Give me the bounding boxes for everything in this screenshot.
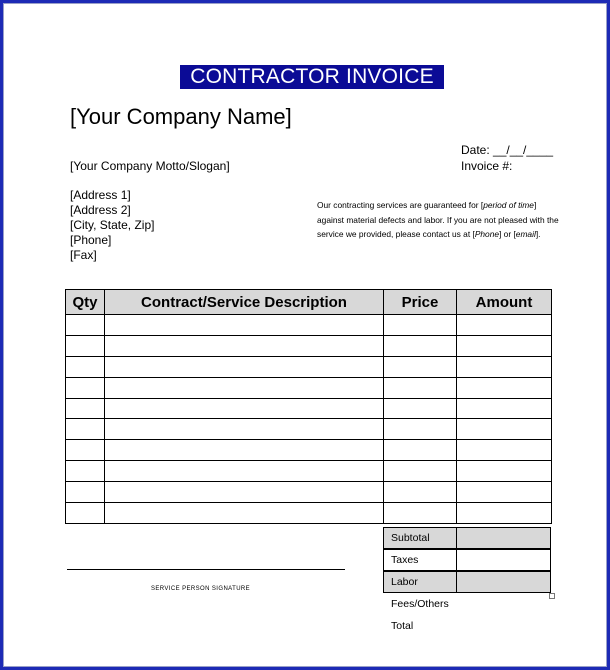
total-label: Total — [391, 620, 414, 632]
labor-value-cell[interactable] — [457, 572, 550, 592]
signature-line[interactable] — [67, 569, 345, 570]
amount-cell[interactable] — [457, 398, 552, 419]
company-address-block — [70, 188, 154, 263]
description-cell[interactable] — [105, 440, 384, 461]
phone-placeholder: Phone — [474, 229, 500, 240]
table-row — [66, 482, 552, 503]
invoice-number-field: Invoice #: — [461, 159, 513, 173]
qty-cell[interactable] — [66, 315, 105, 336]
header-amount: Amount — [457, 290, 552, 315]
table-row — [66, 377, 552, 398]
address-line-1: [Address 1] — [70, 188, 131, 202]
qty-cell[interactable] — [66, 461, 105, 482]
resize-handle[interactable] — [549, 593, 555, 599]
price-cell[interactable] — [384, 503, 457, 524]
description-cell[interactable] — [105, 461, 384, 482]
fax-line: [Fax] — [70, 248, 97, 262]
description-cell[interactable] — [105, 398, 384, 419]
price-cell[interactable] — [384, 461, 457, 482]
taxes-value-cell[interactable] — [457, 550, 550, 570]
amount-cell[interactable] — [457, 377, 552, 398]
company-motto: [Your Company Motto/Slogan] — [70, 159, 230, 173]
qty-cell[interactable] — [66, 377, 105, 398]
table-header-row — [66, 290, 552, 315]
company-name: [Your Company Name] — [70, 104, 292, 129]
subtotal-label: Subtotal — [391, 532, 430, 544]
qty-cell[interactable] — [66, 503, 105, 524]
description-cell[interactable] — [105, 315, 384, 336]
amount-cell[interactable] — [457, 315, 552, 336]
price-cell[interactable] — [384, 315, 457, 336]
signature-label: SERVICE PERSON SIGNATURE — [151, 586, 251, 592]
subtotal-value-cell[interactable] — [457, 528, 550, 548]
table-row — [66, 398, 552, 419]
date-field: Date: __/__/____ — [461, 143, 554, 157]
email-placeholder: email — [515, 229, 536, 240]
invoice-title: CONTRACTOR INVOICE — [180, 65, 444, 89]
price-cell[interactable] — [384, 356, 457, 377]
amount-cell[interactable] — [457, 356, 552, 377]
qty-cell[interactable] — [66, 335, 105, 356]
qty-cell[interactable] — [66, 419, 105, 440]
price-cell[interactable] — [384, 419, 457, 440]
period-placeholder: period of time — [483, 200, 534, 210]
table-row — [66, 503, 552, 524]
qty-cell[interactable] — [66, 398, 105, 419]
line-items-table — [65, 289, 552, 524]
description-cell[interactable] — [105, 377, 384, 398]
amount-cell[interactable] — [457, 335, 552, 356]
header-description: Contract/Service Description — [105, 290, 384, 315]
price-cell[interactable] — [384, 377, 457, 398]
description-cell[interactable] — [105, 356, 384, 377]
price-cell[interactable] — [384, 482, 457, 503]
amount-cell[interactable] — [457, 503, 552, 524]
table-row — [66, 440, 552, 461]
price-cell[interactable] — [384, 440, 457, 461]
price-cell[interactable] — [384, 398, 457, 419]
header-qty: Qty — [66, 290, 105, 315]
amount-cell[interactable] — [457, 419, 552, 440]
address-line-2: [Address 2] — [70, 203, 131, 217]
amount-cell[interactable] — [457, 482, 552, 503]
amount-cell[interactable] — [457, 461, 552, 482]
labor-label: Labor — [391, 576, 418, 588]
city-state-zip: [City, State, Zip] — [70, 218, 155, 232]
table-row — [66, 356, 552, 377]
description-cell[interactable] — [105, 335, 384, 356]
header-price: Price — [384, 290, 457, 315]
amount-cell[interactable] — [457, 440, 552, 461]
fees-label: Fees/Others — [391, 598, 449, 610]
description-cell[interactable] — [105, 482, 384, 503]
document-page — [3, 3, 607, 667]
qty-cell[interactable] — [66, 440, 105, 461]
table-row — [66, 315, 552, 336]
table-row — [66, 335, 552, 356]
description-cell[interactable] — [105, 419, 384, 440]
taxes-label: Taxes — [391, 554, 419, 566]
phone-line: [Phone] — [70, 233, 112, 247]
qty-cell[interactable] — [66, 356, 105, 377]
price-cell[interactable] — [384, 335, 457, 356]
description-cell[interactable] — [105, 503, 384, 524]
guarantee-text: Our contracting services are guaranteed for [period of time] against material defects and labor. If you are not pleased with the service we provided, please contact us at [Phone] or [email]. — [317, 200, 559, 240]
table-row — [66, 419, 552, 440]
qty-cell[interactable] — [66, 482, 105, 503]
table-row — [66, 461, 552, 482]
